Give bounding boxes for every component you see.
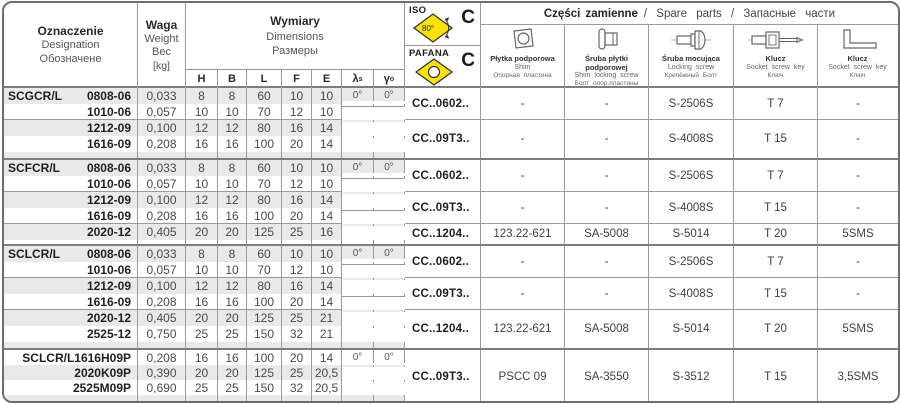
shim-screw-icon bbox=[587, 27, 627, 54]
col-F: F bbox=[282, 70, 312, 88]
dim-l-cell: 70 bbox=[247, 104, 282, 120]
socket-key-cell: T 7 bbox=[734, 88, 818, 120]
weight-cell: 0,405 bbox=[138, 310, 186, 326]
designation-cell bbox=[4, 104, 138, 120]
weight-label-ru: Вес bbox=[152, 46, 171, 59]
size-code: 1010-06 bbox=[86, 262, 131, 277]
insert-type-header bbox=[405, 3, 481, 88]
designation-cell bbox=[4, 224, 138, 240]
gamma-cell bbox=[374, 224, 405, 226]
weight-label-pl: Waga bbox=[145, 17, 178, 32]
hex-key-cell: - bbox=[818, 88, 898, 120]
dim-e-cell: 14 bbox=[312, 278, 342, 294]
weight-cell: 0,208 bbox=[138, 136, 186, 152]
dim-h-cell: 16 bbox=[186, 294, 218, 310]
shim-screw-cell: - bbox=[565, 120, 649, 158]
insert-code-cell: CC..0602.. bbox=[405, 160, 481, 192]
dim-e-cell: 14 bbox=[312, 120, 342, 136]
weight-cell: 0,033 bbox=[138, 88, 186, 104]
pafana-insert-cell bbox=[405, 46, 480, 88]
weight-cell: 0,100 bbox=[138, 120, 186, 136]
dim-e-cell: 10 bbox=[312, 160, 342, 176]
lambda-cell bbox=[342, 262, 374, 265]
dim-e-cell: 10 bbox=[312, 176, 342, 192]
shim-screw-cell: - bbox=[565, 160, 649, 192]
dim-b-cell: 16 bbox=[218, 136, 247, 152]
designation-cell bbox=[4, 262, 138, 278]
size-code: 1010-06 bbox=[86, 104, 131, 119]
weight-cell: 0,100 bbox=[138, 278, 186, 294]
dim-f-cell: 20 bbox=[282, 294, 312, 310]
dim-e-cell: 21 bbox=[312, 310, 342, 326]
dim-e-cell: 14 bbox=[312, 136, 342, 152]
lambda-cell bbox=[342, 278, 374, 280]
dimensions-label-ru: Размеры bbox=[272, 44, 318, 57]
locking-screw-cell: S-4008S bbox=[649, 278, 734, 310]
dim-l-cell: 60 bbox=[247, 246, 282, 262]
weight-cell: 0,390 bbox=[138, 365, 186, 380]
locking-screw-cell: S-5014 bbox=[649, 224, 734, 244]
dim-f-cell: 20 bbox=[282, 208, 312, 224]
dimensions-label-en: Dimensions bbox=[266, 30, 324, 43]
dim-f-cell: 10 bbox=[282, 160, 312, 176]
weight-cell: 0,057 bbox=[138, 176, 186, 192]
shim-cell: PSCC 09 bbox=[481, 350, 565, 403]
filler-cell bbox=[312, 395, 342, 403]
lambda-cell bbox=[342, 136, 374, 138]
spare-parts-title: Części zamienne / Spare parts / Запасные части bbox=[481, 3, 898, 25]
socket-key-cell: T 15 bbox=[734, 350, 818, 403]
dim-b-cell: 25 bbox=[218, 380, 247, 395]
table-body bbox=[4, 88, 898, 403]
dim-b-cell: 10 bbox=[218, 104, 247, 120]
insert-code-cell: CC..09T3.. bbox=[405, 192, 481, 224]
designation-cell bbox=[4, 380, 138, 395]
designation-cell bbox=[4, 208, 138, 224]
size-code: 1616-09 bbox=[86, 137, 131, 151]
series-block bbox=[4, 88, 898, 158]
size-code: 1616-09 bbox=[86, 208, 131, 223]
weight-cell: 0,750 bbox=[138, 326, 186, 342]
designation-label-en: Designation bbox=[41, 39, 100, 52]
shim-cell: 123.22-621 bbox=[481, 224, 565, 244]
spare-col-shim: Płytka podporowa Shim Опорная пластина bbox=[481, 25, 565, 88]
hex-key-cell: 3,5SMS bbox=[818, 350, 898, 403]
dim-l-cell: 100 bbox=[247, 350, 282, 365]
gamma-cell: 0° bbox=[374, 246, 405, 259]
gamma-cell bbox=[374, 192, 405, 194]
dim-h-cell: 12 bbox=[186, 120, 218, 136]
hex-key-cell: - bbox=[818, 160, 898, 192]
gamma-cell: 0° bbox=[374, 160, 405, 173]
pafana-insert-letter: C bbox=[461, 50, 475, 71]
dim-f-cell: 12 bbox=[282, 104, 312, 120]
shim-screw-cell: - bbox=[565, 246, 649, 278]
size-code: SCLCR/L1616H09P bbox=[22, 350, 131, 365]
dim-e-cell: 10 bbox=[312, 104, 342, 120]
dim-l-cell: 80 bbox=[247, 192, 282, 208]
dim-f-cell: 20 bbox=[282, 350, 312, 365]
dim-e-cell: 14 bbox=[312, 208, 342, 224]
hex-key-cell: - bbox=[818, 120, 898, 158]
weight-header bbox=[138, 3, 186, 88]
iso-label: ISO bbox=[409, 5, 427, 16]
weight-label-en: Weight bbox=[144, 32, 179, 45]
dim-h-cell: 20 bbox=[186, 365, 218, 380]
svg-text:80°: 80° bbox=[422, 24, 435, 33]
dim-e-cell: 20,5 bbox=[312, 380, 342, 395]
socket-key-cell: T 7 bbox=[734, 160, 818, 192]
iso-insert-letter: C bbox=[461, 7, 475, 28]
socket-key-cell: T 15 bbox=[734, 278, 818, 310]
dim-b-cell: 8 bbox=[218, 88, 247, 104]
lambda-cell: 0° bbox=[342, 246, 374, 259]
lambda-cell bbox=[342, 120, 374, 122]
dim-l-cell: 150 bbox=[247, 326, 282, 342]
dim-b-cell: 8 bbox=[218, 160, 247, 176]
shim-cell: - bbox=[481, 160, 565, 192]
dim-l-cell: 100 bbox=[247, 136, 282, 152]
dim-b-cell: 20 bbox=[218, 224, 247, 240]
weight-unit: [kg] bbox=[153, 60, 170, 73]
dim-b-cell: 12 bbox=[218, 120, 247, 136]
spare-col-shim-screw: Śruba płytki podporowej Shim locking screw Болт опор.пластины bbox=[565, 25, 649, 88]
series-block bbox=[4, 244, 898, 348]
dim-l-cell: 100 bbox=[247, 294, 282, 310]
lambda-cell bbox=[342, 176, 374, 179]
designation-cell bbox=[4, 192, 138, 208]
filler-cell bbox=[138, 395, 186, 403]
shim-screw-cell: - bbox=[565, 88, 649, 120]
filler-cell bbox=[218, 395, 247, 403]
dim-h-cell: 16 bbox=[186, 350, 218, 365]
locking-screw-icon bbox=[669, 27, 713, 54]
iso-insert-cell bbox=[405, 3, 480, 46]
gamma-cell bbox=[374, 380, 405, 382]
lambda-cell bbox=[342, 310, 374, 312]
dim-f-cell: 16 bbox=[282, 192, 312, 208]
insert-code-cell: CC..1204.. bbox=[405, 310, 481, 348]
dim-l-cell: 80 bbox=[247, 278, 282, 294]
dim-l-cell: 60 bbox=[247, 160, 282, 176]
dim-f-cell: 16 bbox=[282, 278, 312, 294]
gamma-cell bbox=[374, 208, 405, 211]
weight-cell: 0,690 bbox=[138, 380, 186, 395]
dim-h-cell: 12 bbox=[186, 278, 218, 294]
dim-e-cell: 21 bbox=[312, 326, 342, 342]
insert-code-cell: CC..0602.. bbox=[405, 88, 481, 120]
lambda-cell bbox=[342, 208, 374, 211]
shim-screw-cell: - bbox=[565, 192, 649, 224]
dim-b-cell: 16 bbox=[218, 294, 247, 310]
dim-e-cell: 16 bbox=[312, 224, 342, 240]
lambda-cell bbox=[342, 224, 374, 226]
locking-screw-cell: S-2506S bbox=[649, 160, 734, 192]
socket-key-cell: T 15 bbox=[734, 120, 818, 158]
gamma-cell bbox=[374, 120, 405, 122]
spare-col-socket-key: Klucz Socket screw key Ключ bbox=[734, 25, 818, 88]
shim-icon bbox=[503, 27, 543, 54]
iso-insert-icon bbox=[412, 12, 460, 44]
designation-cell bbox=[4, 326, 138, 342]
dim-f-cell: 32 bbox=[282, 326, 312, 342]
weight-cell: 0,033 bbox=[138, 160, 186, 176]
lambda-cell bbox=[342, 294, 374, 297]
shim-screw-cell: SA-3550 bbox=[565, 350, 649, 403]
filler-cell bbox=[282, 395, 312, 403]
socket-key-cell: T 15 bbox=[734, 192, 818, 224]
dim-h-cell: 16 bbox=[186, 136, 218, 152]
pafana-label: PAFANA bbox=[409, 48, 450, 59]
shim-cell: - bbox=[481, 278, 565, 310]
lambda-cell: 0° bbox=[342, 350, 374, 363]
shim-cell: - bbox=[481, 246, 565, 278]
gamma-cell bbox=[374, 310, 405, 312]
designation-cell bbox=[4, 120, 138, 136]
dim-h-cell: 20 bbox=[186, 224, 218, 240]
dim-h-cell: 12 bbox=[186, 192, 218, 208]
dim-l-cell: 100 bbox=[247, 208, 282, 224]
locking-screw-cell: S-2506S bbox=[649, 88, 734, 120]
gamma-cell: 0° bbox=[374, 350, 405, 363]
series-block bbox=[4, 348, 898, 403]
dim-b-cell: 12 bbox=[218, 192, 247, 208]
dim-h-cell: 10 bbox=[186, 262, 218, 278]
col-B: B bbox=[218, 70, 247, 88]
dim-l-cell: 70 bbox=[247, 176, 282, 192]
filler-cell bbox=[342, 395, 374, 403]
dimensions-label-pl: Wymiary bbox=[270, 13, 320, 28]
lambda-cell: 0° bbox=[342, 160, 374, 173]
dimensions-title bbox=[186, 3, 404, 69]
dim-h-cell: 8 bbox=[186, 246, 218, 262]
locking-screw-cell: S-3512 bbox=[649, 350, 734, 403]
dim-l-cell: 150 bbox=[247, 380, 282, 395]
designation-cell bbox=[4, 278, 138, 294]
dim-f-cell: 25 bbox=[282, 224, 312, 240]
gamma-cell bbox=[374, 326, 405, 328]
dim-f-cell: 10 bbox=[282, 88, 312, 104]
size-code: 1212-09 bbox=[86, 121, 131, 135]
dim-h-cell: 25 bbox=[186, 326, 218, 342]
designation-header bbox=[4, 3, 138, 88]
hex-key-cell: 5SMS bbox=[818, 310, 898, 348]
dim-h-cell: 10 bbox=[186, 104, 218, 120]
locking-screw-cell: S-2506S bbox=[649, 246, 734, 278]
socket-key-cell: T 20 bbox=[734, 224, 818, 244]
dim-b-cell: 10 bbox=[218, 176, 247, 192]
pafana-insert-icon bbox=[412, 57, 460, 87]
dim-l-cell: 70 bbox=[247, 262, 282, 278]
lambda-cell: 0° bbox=[342, 88, 374, 101]
shim-cell: - bbox=[481, 88, 565, 120]
gamma-cell bbox=[374, 136, 405, 138]
filler-cell bbox=[247, 395, 282, 403]
gamma-cell: 0° bbox=[374, 88, 405, 101]
shim-screw-cell: SA-5008 bbox=[565, 224, 649, 244]
shim-cell: 123.22-621 bbox=[481, 310, 565, 348]
size-code: 0808-06 bbox=[86, 161, 131, 175]
dim-e-cell: 10 bbox=[312, 246, 342, 262]
dim-h-cell: 8 bbox=[186, 160, 218, 176]
lambda-cell bbox=[342, 104, 374, 107]
dim-f-cell: 12 bbox=[282, 262, 312, 278]
designation-label-ru: Обозначене bbox=[39, 53, 102, 66]
size-code: 1212-09 bbox=[86, 279, 131, 293]
dim-f-cell: 32 bbox=[282, 380, 312, 395]
dimensions-header bbox=[186, 3, 405, 88]
weight-cell: 0,208 bbox=[138, 208, 186, 224]
filler-cell bbox=[374, 395, 405, 403]
spare-parts-columns bbox=[481, 25, 898, 88]
dim-b-cell: 12 bbox=[218, 278, 247, 294]
filler-cell bbox=[4, 395, 138, 403]
gamma-cell bbox=[374, 176, 405, 179]
series-label: SCLCR/L bbox=[8, 247, 60, 261]
designation-cell bbox=[4, 160, 138, 176]
size-code: 0808-06 bbox=[86, 89, 131, 103]
shim-cell: - bbox=[481, 120, 565, 158]
hex-key-icon bbox=[836, 27, 880, 54]
spare-col-locking-screw: Śruba mocująca Locking screw Крепёжный Болт bbox=[649, 25, 734, 88]
dim-l-cell: 125 bbox=[247, 310, 282, 326]
series-label: SCFCR/L bbox=[8, 161, 60, 175]
socket-key-icon bbox=[746, 27, 806, 54]
lambda-cell bbox=[342, 192, 374, 194]
insert-code-cell: CC..0602.. bbox=[405, 246, 481, 278]
gamma-cell bbox=[374, 365, 405, 367]
designation-cell bbox=[4, 176, 138, 192]
size-code: 1010-06 bbox=[86, 176, 131, 191]
shim-screw-cell: SA-5008 bbox=[565, 310, 649, 348]
locking-screw-cell: S-5014 bbox=[649, 310, 734, 348]
size-code: 2525-12 bbox=[86, 327, 131, 341]
gamma-cell bbox=[374, 262, 405, 265]
size-code: 2020-12 bbox=[86, 311, 131, 325]
gamma-cell bbox=[374, 104, 405, 107]
col-L: L bbox=[247, 70, 282, 88]
lambda-cell bbox=[342, 326, 374, 328]
weight-cell: 0,100 bbox=[138, 192, 186, 208]
size-code: 1616-09 bbox=[86, 294, 131, 309]
insert-code-cell: CC..09T3.. bbox=[405, 120, 481, 158]
dim-b-cell: 16 bbox=[218, 350, 247, 365]
dim-f-cell: 25 bbox=[282, 310, 312, 326]
col-gamma: γ o bbox=[383, 73, 395, 86]
designation-cell bbox=[4, 294, 138, 310]
dim-e-cell: 10 bbox=[312, 262, 342, 278]
hex-key-cell: 5SMS bbox=[818, 224, 898, 244]
designation-cell bbox=[4, 246, 138, 262]
weight-cell: 0,208 bbox=[138, 294, 186, 310]
dim-h-cell: 25 bbox=[186, 380, 218, 395]
designation-cell bbox=[4, 350, 138, 365]
size-code: 2020K09P bbox=[74, 365, 131, 380]
dim-e-cell: 14 bbox=[312, 350, 342, 365]
dim-b-cell: 20 bbox=[218, 365, 247, 380]
designation-cell bbox=[4, 88, 138, 104]
spare-col-hex-key: Klucz Socket screw key Ключ bbox=[818, 25, 897, 88]
dim-f-cell: 10 bbox=[282, 246, 312, 262]
designation-label-pl: Oznaczenie bbox=[37, 24, 104, 39]
weight-cell: 0,033 bbox=[138, 246, 186, 262]
socket-key-cell: T 20 bbox=[734, 310, 818, 348]
size-code: 2525M09P bbox=[72, 380, 131, 395]
dim-f-cell: 16 bbox=[282, 120, 312, 136]
dim-e-cell: 20,5 bbox=[312, 365, 342, 380]
dim-h-cell: 10 bbox=[186, 176, 218, 192]
col-lambda: λ s bbox=[342, 70, 374, 88]
col-H: H bbox=[186, 70, 218, 88]
dim-h-cell: 20 bbox=[186, 310, 218, 326]
size-code: 1212-09 bbox=[86, 193, 131, 207]
lambda-cell bbox=[342, 380, 374, 382]
dim-f-cell: 20 bbox=[282, 136, 312, 152]
series-block bbox=[4, 158, 898, 244]
filler-cell bbox=[186, 395, 218, 403]
dim-l-cell: 125 bbox=[247, 365, 282, 380]
weight-cell: 0,405 bbox=[138, 224, 186, 240]
insert-code-cell: CC..1204.. bbox=[405, 224, 481, 244]
dim-b-cell: 8 bbox=[218, 246, 247, 262]
gamma-cell bbox=[374, 294, 405, 297]
hex-key-cell: - bbox=[818, 246, 898, 278]
dim-b-cell: 10 bbox=[218, 262, 247, 278]
designation-cell bbox=[4, 136, 138, 152]
designation-cell bbox=[4, 365, 138, 380]
designation-cell bbox=[4, 310, 138, 326]
dim-h-cell: 8 bbox=[186, 88, 218, 104]
dim-l-cell: 125 bbox=[247, 224, 282, 240]
dim-b-cell: 25 bbox=[218, 326, 247, 342]
size-code: 0808-06 bbox=[86, 247, 131, 261]
insert-code-cell: CC..09T3.. bbox=[405, 278, 481, 310]
dim-e-cell: 14 bbox=[312, 294, 342, 310]
catalog-table bbox=[2, 1, 900, 403]
lambda-cell bbox=[342, 365, 374, 367]
gamma-cell bbox=[374, 278, 405, 280]
weight-cell: 0,057 bbox=[138, 104, 186, 120]
size-code: 2020-12 bbox=[86, 225, 131, 239]
shim-screw-cell: - bbox=[565, 278, 649, 310]
table-header bbox=[4, 3, 898, 88]
hex-key-cell: - bbox=[818, 278, 898, 310]
dim-h-cell: 16 bbox=[186, 208, 218, 224]
dim-e-cell: 10 bbox=[312, 88, 342, 104]
dim-e-cell: 14 bbox=[312, 192, 342, 208]
dim-f-cell: 25 bbox=[282, 365, 312, 380]
dim-b-cell: 16 bbox=[218, 208, 247, 224]
socket-key-cell: T 7 bbox=[734, 246, 818, 278]
weight-cell: 0,208 bbox=[138, 350, 186, 365]
locking-screw-cell: S-4008S bbox=[649, 192, 734, 224]
series-label: SCGCR/L bbox=[8, 89, 62, 103]
dim-b-cell: 20 bbox=[218, 310, 247, 326]
dim-l-cell: 80 bbox=[247, 120, 282, 136]
locking-screw-cell: S-4008S bbox=[649, 120, 734, 158]
dimension-columns bbox=[186, 69, 404, 88]
hex-key-cell: - bbox=[818, 192, 898, 224]
weight-cell: 0,057 bbox=[138, 262, 186, 278]
insert-code-cell: CC..09T3.. bbox=[405, 350, 481, 403]
dim-l-cell: 60 bbox=[247, 88, 282, 104]
shim-cell: - bbox=[481, 192, 565, 224]
col-E: E bbox=[312, 70, 342, 88]
dim-f-cell: 12 bbox=[282, 176, 312, 192]
spare-parts-header bbox=[481, 3, 898, 88]
